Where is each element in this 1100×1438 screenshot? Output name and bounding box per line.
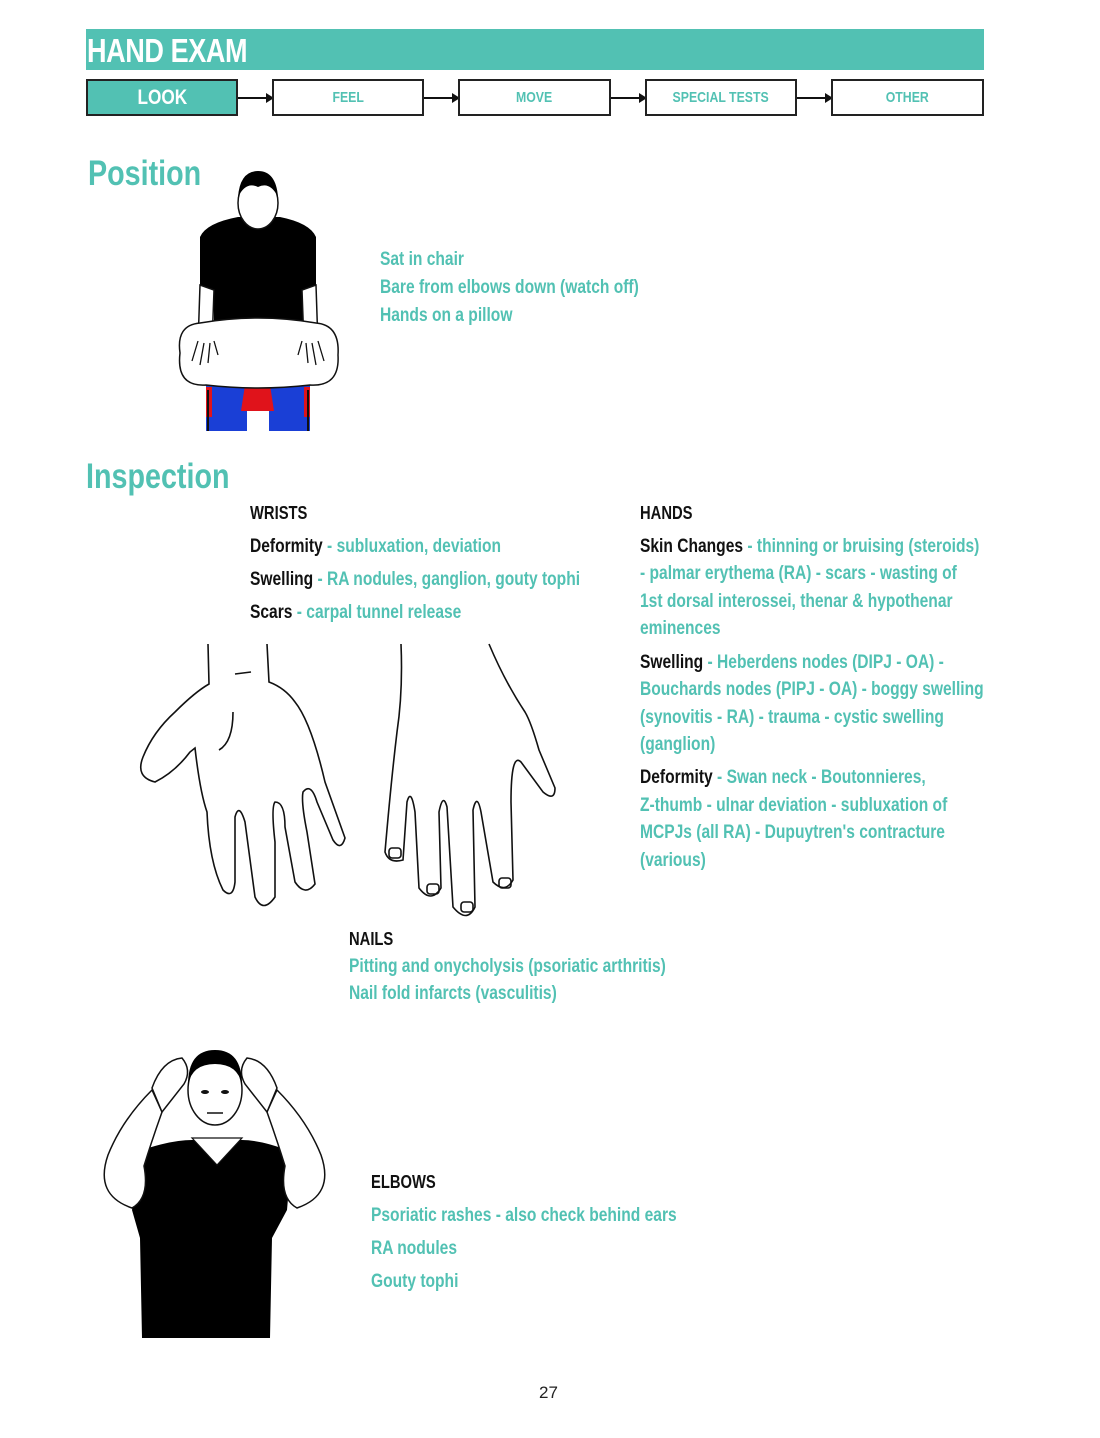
deformity-line: Z-thumb - ulnar deviation - subluxation of	[640, 795, 948, 816]
arrow-icon	[611, 97, 645, 99]
arrow-icon	[238, 97, 272, 99]
deformity-line	[640, 767, 926, 789]
step-label: FEEL	[332, 89, 364, 106]
hands-behind-head-figure	[92, 1040, 337, 1340]
step-label: SPECIAL TESTS	[672, 89, 770, 106]
term: Deformity	[250, 536, 323, 557]
position-heading: Position	[88, 154, 202, 193]
step-feel	[272, 79, 424, 116]
swelling-line: (ganglion)	[640, 734, 716, 755]
step-look	[86, 79, 238, 116]
step-label: MOVE	[516, 89, 553, 106]
nails-item: Nail fold infarcts (vasculitis)	[349, 983, 557, 1004]
term: Scars	[250, 602, 293, 623]
position-item: Bare from elbows down (watch off)	[380, 277, 639, 298]
term: Swelling	[250, 569, 314, 590]
nails-heading: NAILS	[349, 929, 394, 949]
wrists-item	[250, 602, 461, 624]
swelling-line: Bouchards nodes (PIPJ - OA) - boggy swelling	[640, 679, 984, 700]
skin-changes-line: - palmar erythema (RA) - scars - wasting of	[640, 563, 957, 584]
wrists-heading: WRISTS	[250, 503, 308, 523]
step-label: LOOK	[137, 85, 187, 109]
description: - RA nodules, ganglion, gouty tophi	[313, 569, 581, 590]
step-label: OTHER	[885, 89, 930, 106]
term: Skin Changes	[640, 536, 744, 557]
skin-changes-line: eminences	[640, 618, 721, 639]
deformity-line: MCPJs (all RA) - Dupuytren's contracture	[640, 822, 945, 843]
wrists-item	[250, 569, 580, 591]
swelling-line: (synovitis - RA) - trauma - cystic swelling	[640, 707, 944, 728]
skin-changes-line	[640, 536, 979, 558]
skin-changes-line: 1st dorsal interossei, thenar & hypothenar	[640, 591, 953, 612]
elbows-item: Gouty tophi	[371, 1271, 459, 1292]
description: - Heberdens nodes (DIPJ - OA) -	[703, 652, 944, 673]
wrists-item	[250, 536, 501, 558]
arrow-icon	[424, 97, 458, 99]
term: Deformity	[640, 767, 713, 788]
seated-patient-figure	[170, 165, 345, 433]
title-bar	[86, 29, 984, 70]
deformity-line: (various)	[640, 850, 706, 871]
swelling-line	[640, 652, 944, 674]
term: Swelling	[640, 652, 704, 673]
step-move	[458, 79, 611, 116]
elbows-item: RA nodules	[371, 1238, 457, 1259]
hands-drawing	[135, 642, 565, 922]
description: - carpal tunnel release	[292, 602, 462, 623]
inspection-heading: Inspection	[86, 457, 230, 496]
description: - thinning or bruising (steroids)	[743, 536, 980, 557]
arrow-icon	[797, 97, 831, 99]
step-special-tests	[645, 79, 797, 116]
nails-item: Pitting and onycholysis (psoriatic arthritis)	[349, 956, 666, 977]
elbows-heading: ELBOWS	[371, 1172, 436, 1192]
page-title: HAND EXAM	[87, 32, 248, 69]
description: - subluxation, deviation	[322, 536, 502, 557]
position-item: Sat in chair	[380, 249, 464, 270]
step-other	[831, 79, 984, 116]
page-number: 27	[539, 1383, 558, 1402]
description: - Swan neck - Boutonnieres,	[712, 767, 926, 788]
hands-heading: HANDS	[640, 503, 693, 523]
position-item: Hands on a pillow	[380, 305, 513, 326]
elbows-item: Psoriatic rashes - also check behind ears	[371, 1205, 677, 1226]
